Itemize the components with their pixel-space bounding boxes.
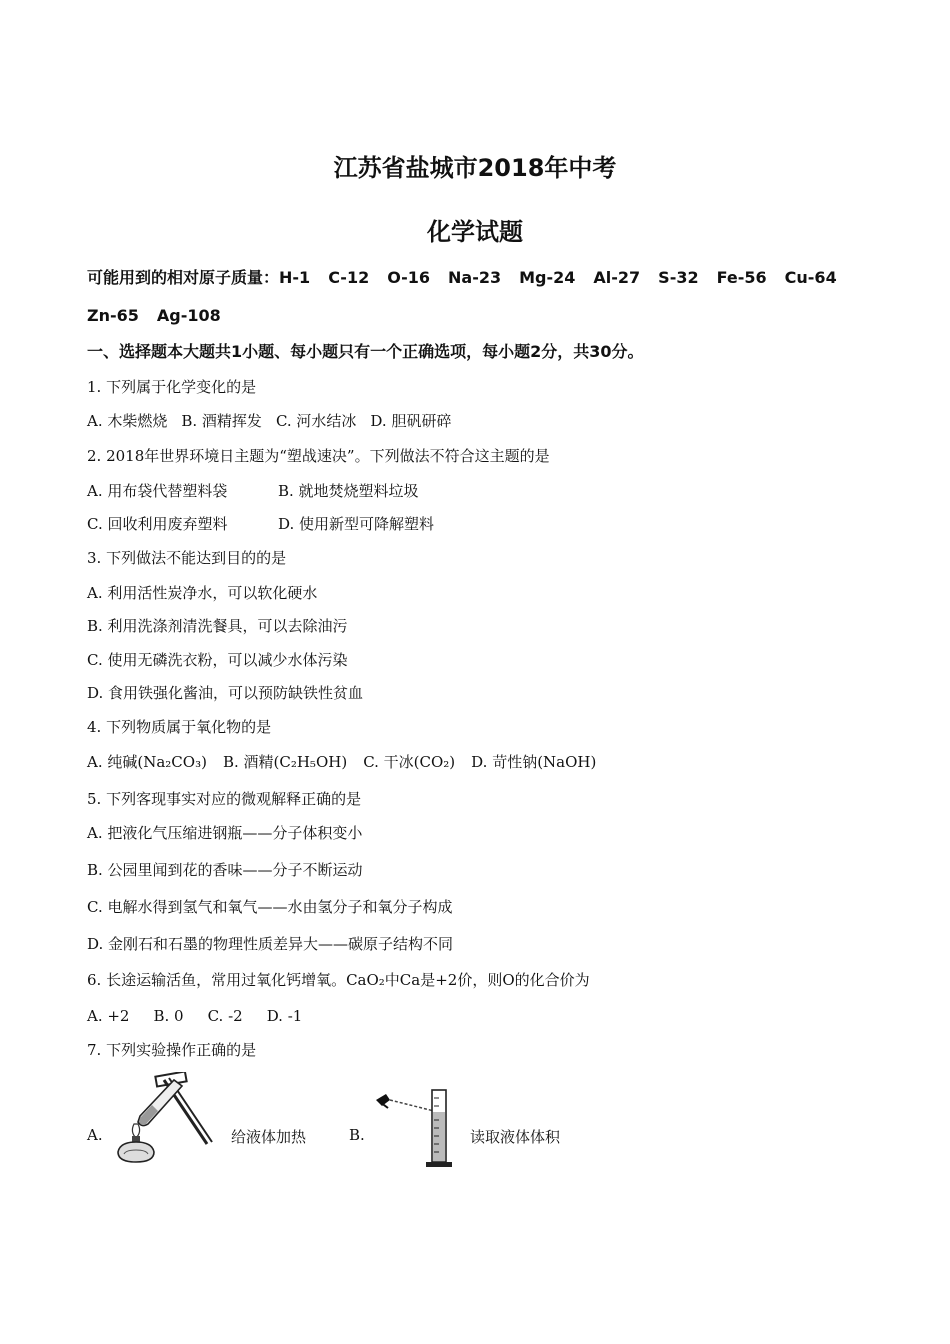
question-3-option-d: D. 食用铁强化酱油，可以预防缺铁性贫血	[87, 684, 364, 702]
option-b: B. 酒精挥发	[181, 412, 262, 430]
page-title: 江苏省盐城市2018年中考	[333, 154, 617, 182]
question-2-option-a: A. 用布袋代替塑料袋	[87, 482, 228, 500]
question-6-options	[87, 1006, 302, 1026]
question-7-option-b-caption: 读取液体体积	[470, 1128, 561, 1146]
section-heading: 一、选择题本大题共1小题、每小题只有一个正确选项，每小题2分，共30分。	[87, 342, 644, 361]
option-c: C. 河水结冰	[275, 412, 357, 430]
mass-item: C-12	[328, 268, 370, 287]
option-d: D. 苛性钠(NaOH)	[471, 753, 597, 771]
question-7-stem: 7. 下列实验操作正确的是	[87, 1041, 257, 1059]
option-d: D. -1	[266, 1007, 303, 1025]
question-3-stem: 3. 下列做法不能达到目的的是	[87, 549, 287, 567]
atomic-mass-row-2	[87, 306, 221, 326]
question-3-option-c: C. 使用无磷洗衣粉，可以减少水体污染	[87, 651, 348, 669]
option-b: B. 酒精(C₂H₅OH)	[222, 753, 348, 771]
mass-item: Mg-24	[519, 268, 576, 287]
question-5-stem: 5. 下列客现事实对应的微观解释正确的是	[87, 790, 362, 808]
question-5-option-a: A. 把液化气压缩进钢瓶——分子体积变小	[87, 824, 363, 842]
option-a: A. 木柴燃烧	[87, 412, 168, 430]
option-a: A. 纯碱(Na₂CO₃)	[87, 753, 207, 771]
question-1-stem: 1. 下列属于化学变化的是	[87, 378, 257, 396]
option-c: C. 干冰(CO₂)	[363, 753, 456, 771]
question-1-options	[87, 411, 451, 431]
page-subtitle: 化学试题	[427, 218, 523, 246]
option-d: D. 胆矾研碎	[370, 412, 452, 430]
mass-item: Al-27	[593, 268, 641, 287]
atomic-mass-label: 可能用到的相对原子质量：	[87, 268, 280, 287]
option-a: A. +2	[87, 1007, 130, 1025]
heating-liquid-figure	[112, 1072, 217, 1164]
mass-item: H-1	[279, 268, 311, 287]
question-7-option-a-label: A.	[87, 1126, 103, 1144]
mass-item: S-32	[658, 268, 699, 287]
question-7-option-a-caption: 给液体加热	[231, 1128, 307, 1146]
question-2-stem: 2. 2018年世界环境日主题为“塑战速决”。下列做法不符合这主题的是	[87, 447, 550, 465]
question-2-option-d: D. 使用新型可降解塑料	[278, 515, 435, 533]
option-c: C. -2	[207, 1007, 243, 1025]
question-4-options	[87, 752, 596, 772]
mass-item: Ag-108	[156, 306, 221, 325]
question-4-stem: 4. 下列物质属于氧化物的是	[87, 718, 272, 736]
atomic-mass-row-1	[87, 268, 837, 288]
question-3-option-a: A. 利用活性炭净水，可以软化硬水	[87, 584, 318, 602]
question-5-option-b: B. 公园里闻到花的香味——分子不断运动	[87, 861, 363, 879]
question-2-option-b: B. 就地焚烧塑料垃圾	[278, 482, 419, 500]
mass-item: Fe-56	[716, 268, 767, 287]
question-7-option-b-label: B.	[349, 1126, 365, 1144]
option-b: B. 0	[153, 1007, 184, 1025]
question-2-option-c: C. 回收利用废弃塑料	[87, 515, 228, 533]
reading-volume-figure	[372, 1088, 464, 1170]
mass-item: Na-23	[448, 268, 502, 287]
question-5-option-c: C. 电解水得到氢气和氧气——水由氢分子和氧分子构成	[87, 898, 453, 916]
question-3-option-b: B. 利用洗涤剂清洗餐具，可以去除油污	[87, 617, 348, 635]
mass-item: O-16	[387, 268, 431, 287]
mass-item: Cu-64	[784, 268, 837, 287]
mass-item: Zn-65	[87, 306, 139, 325]
question-6-stem: 6. 长途运输活鱼，常用过氧化钙增氧。CaO₂中Ca是+2价，则O的化合价为	[87, 971, 590, 989]
question-5-option-d: D. 金刚石和石墨的物理性质差异大——碳原子结构不同	[87, 935, 454, 953]
